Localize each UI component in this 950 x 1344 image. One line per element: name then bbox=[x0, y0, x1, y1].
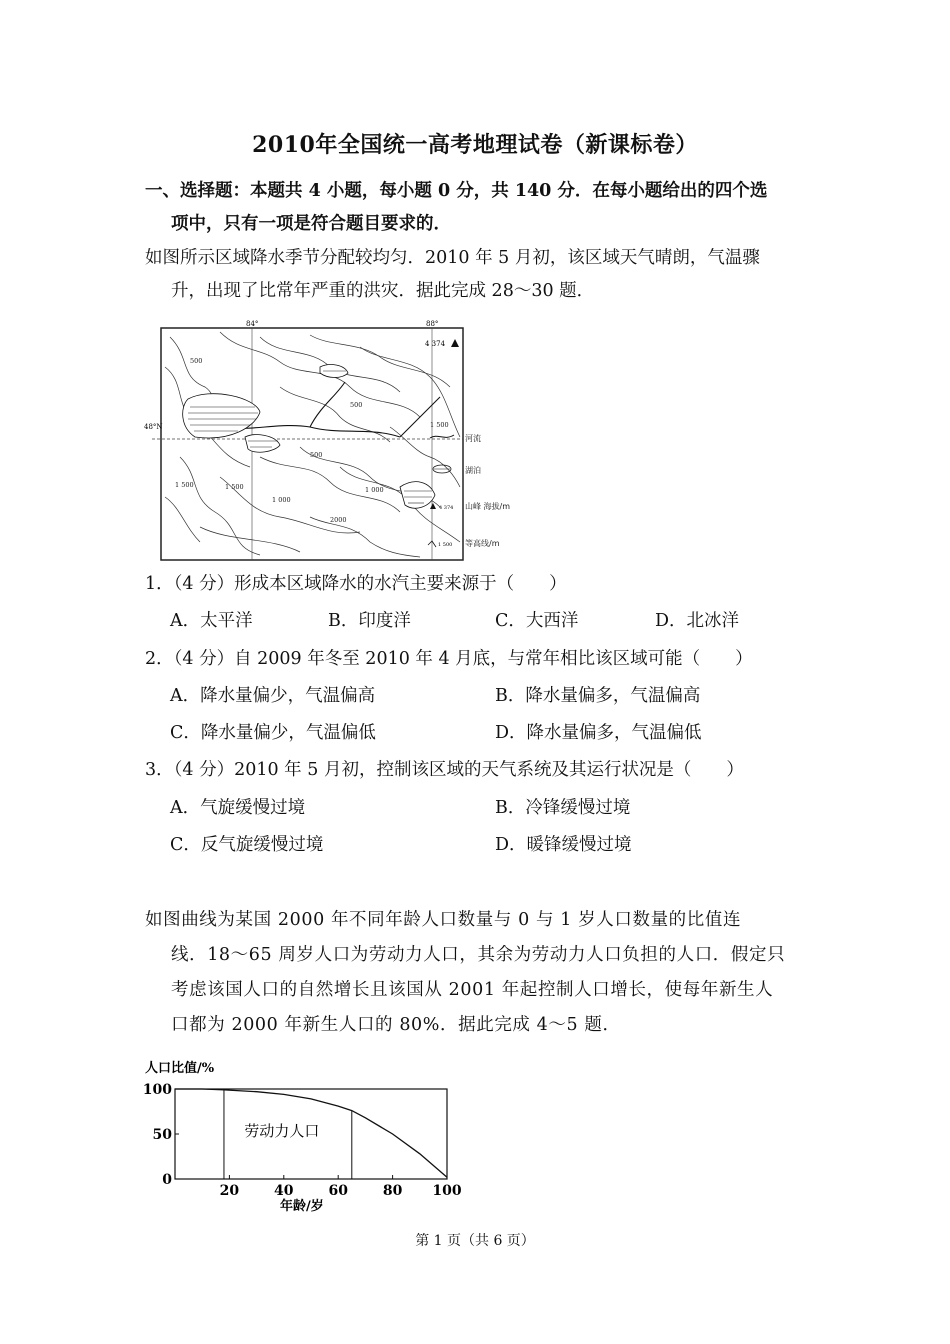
question-3-stem: 3．（4 分）2010 年 5 月初，控制该区域的天气系统及其运行状况是（ ） bbox=[145, 760, 744, 780]
intro-paragraph-1 bbox=[145, 242, 825, 308]
lat-label: 48°N bbox=[144, 423, 163, 431]
y-tick-label: 100 bbox=[142, 1082, 172, 1098]
q2-option-a[interactable]: A．降水量偏少，气温偏高 bbox=[170, 686, 376, 706]
y-tick-label: 0 bbox=[162, 1172, 172, 1188]
x-tick-label: 60 bbox=[328, 1183, 348, 1199]
q2-option-c[interactable]: C．降水量偏少，气温偏低 bbox=[170, 723, 376, 743]
page-title: 2010年全国统一高考地理试卷（新课标卷） bbox=[252, 132, 698, 158]
section-line-1: 一、选择题：本题共 4 小题，每小题 0 分，共 140 分．在每小题给出的四个选 bbox=[145, 181, 768, 201]
q1-option-d[interactable]: D．北冰洋 bbox=[655, 611, 740, 631]
contour-label: 1 500 bbox=[175, 481, 194, 489]
x-tick-label: 40 bbox=[274, 1183, 294, 1199]
intro1-line-2: 升，出现了比常年严重的洪灾．据此完成 28～30 题． bbox=[171, 281, 595, 301]
map-peak-label: 4 374 bbox=[425, 340, 446, 348]
intro-paragraph-2 bbox=[145, 903, 825, 1043]
q2-option-d[interactable]: D．降水量偏多，气温偏低 bbox=[495, 723, 702, 743]
contour-label: 2000 bbox=[330, 516, 347, 524]
contour-label: 500 bbox=[310, 451, 323, 459]
contour-label: 1 000 bbox=[365, 486, 384, 494]
chart-svg bbox=[140, 1058, 470, 1218]
contour-label: 1 500 bbox=[225, 483, 244, 491]
chart-annotation: 劳动力人口 bbox=[244, 1121, 320, 1140]
legend-peak-value: 4 374 bbox=[439, 505, 454, 511]
question-1-stem: 1．（4 分）形成本区域降水的水汽主要来源于（ ） bbox=[145, 574, 567, 594]
q2-option-b[interactable]: B．降水量偏多，气温偏高 bbox=[495, 686, 701, 706]
q3-option-c[interactable]: C．反气旋缓慢过境 bbox=[170, 835, 324, 855]
q1-option-c[interactable]: C．大西洋 bbox=[495, 611, 579, 631]
legend-contour-value: 1 500 bbox=[438, 542, 453, 548]
legend-river-label: 河流 bbox=[465, 434, 481, 443]
q1-option-a[interactable]: A．太平洋 bbox=[170, 611, 253, 631]
contour-label: 500 bbox=[350, 401, 363, 409]
topographic-map bbox=[144, 320, 511, 563]
contour-label: 1 000 bbox=[272, 496, 291, 504]
x-tick-label: 80 bbox=[382, 1183, 403, 1199]
intro2-line-3: 考虑该国人口的自然增长且该国从 2001 年起控制人口增长，使每年新生人 bbox=[171, 980, 774, 1000]
section-heading bbox=[145, 175, 825, 241]
x-tick-label: 100 bbox=[432, 1183, 462, 1199]
intro2-line-1: 如图曲线为某国 2000 年不同年龄人口数量与 0 与 1 岁人口数量的比值连 bbox=[145, 910, 742, 930]
legend-contour-label: 等高线/m bbox=[465, 539, 500, 548]
q3-option-b[interactable]: B．冷锋缓慢过境 bbox=[495, 798, 631, 818]
section-line-2: 项中，只有一项是符合题目要求的． bbox=[171, 214, 451, 234]
lon-left-label: 84° bbox=[246, 320, 259, 328]
page-footer: 第 1 页（共 6 页） bbox=[415, 1233, 535, 1249]
chart-xlabel: 年龄/岁 bbox=[280, 1199, 324, 1214]
legend-lake-label: 湖泊 bbox=[465, 466, 481, 475]
question-2-stem: 2．（4 分）自 2009 年冬至 2010 年 4 月底，与常年相比该区域可能（ ） bbox=[145, 649, 753, 669]
legend-peak-label: 山峰 海拔/m bbox=[465, 502, 511, 511]
intro2-line-2: 线．18～65 周岁人口为劳动力人口，其余为劳动力人口负担的人口．假定只 bbox=[171, 945, 786, 965]
x-tick-label: 20 bbox=[219, 1183, 240, 1199]
map-figure bbox=[144, 320, 511, 563]
lon-right-label: 88° bbox=[426, 320, 439, 328]
q3-option-a[interactable]: A．气旋缓慢过境 bbox=[170, 798, 306, 818]
intro2-line-4: 口都为 2000 年新生人口的 80%．据此完成 4～5 题． bbox=[171, 1015, 621, 1035]
y-tick-label: 50 bbox=[152, 1127, 172, 1143]
contour-label: 1 500 bbox=[430, 421, 449, 429]
contour-label: 500 bbox=[190, 357, 203, 365]
q3-option-d[interactable]: D．暖锋缓慢过境 bbox=[495, 835, 632, 855]
chart-ylabel: 人口比值/% bbox=[145, 1061, 215, 1076]
q1-option-b[interactable]: B．印度洋 bbox=[328, 611, 411, 631]
intro1-line-1: 如图所示区域降水季节分配较均匀．2010 年 5 月初，该区域天气晴朗，气温骤 bbox=[145, 248, 760, 268]
population-chart bbox=[140, 1058, 470, 1218]
